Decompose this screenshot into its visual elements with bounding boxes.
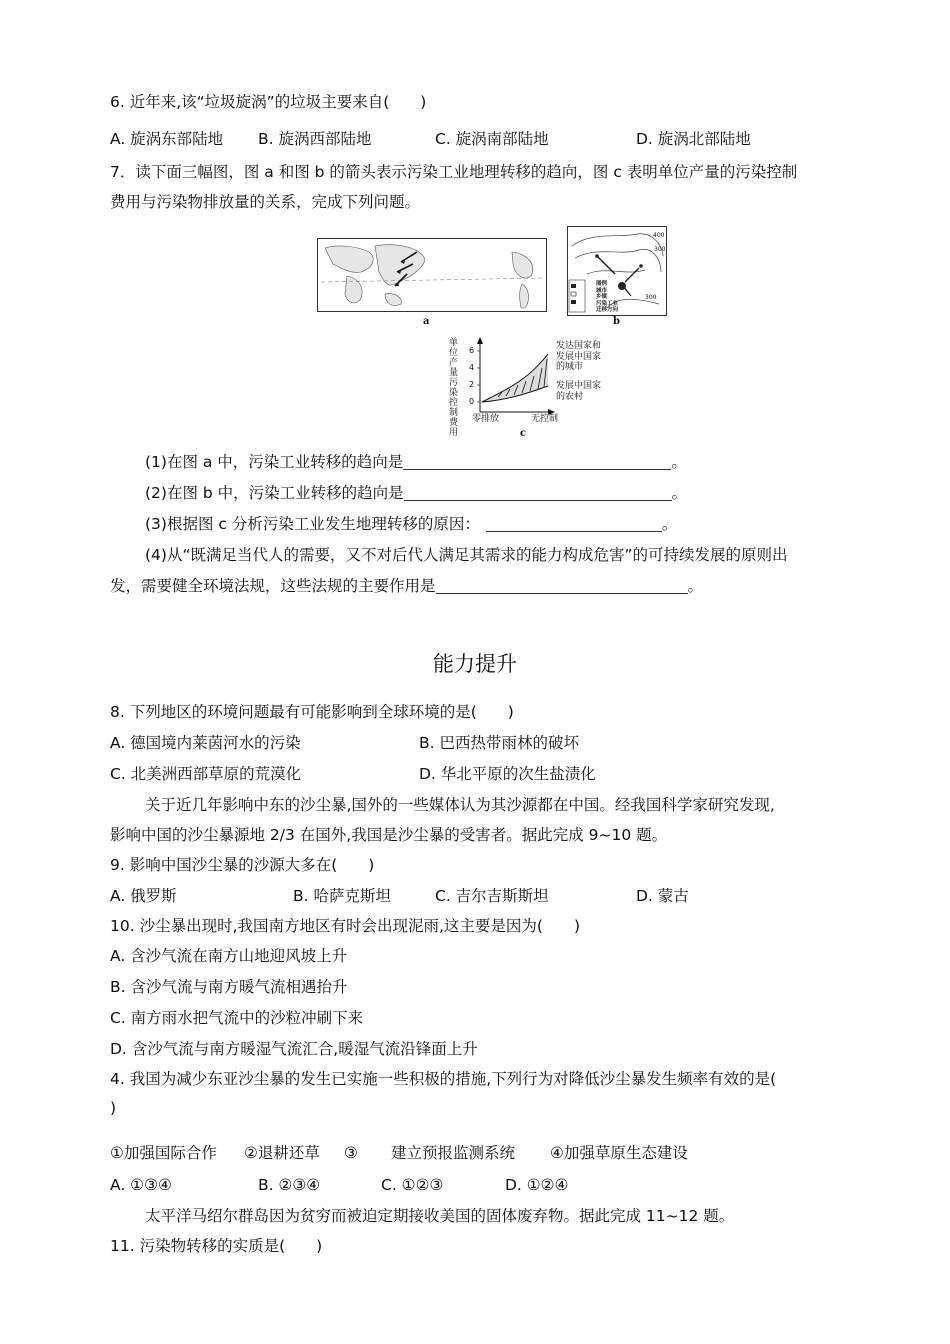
q4-stem-line1: 4. 我国为减少东亚沙尘暴的发生已实施一些积极的措施,下列行为对降低沙尘暴发生频率有效的是( [110, 1070, 777, 1088]
figure-b-legend-item: 迁移方向 [596, 307, 619, 313]
period: 。 [661, 515, 678, 533]
q8-option-a: A. 德国境内莱茵河水的污染 [110, 734, 301, 752]
q10-option-c: C. 南方雨水把气流中的沙粒冲刷下来 [110, 1009, 364, 1027]
q7-sub2-text: (2)在图 b 中，污染工业转移的趋向是 [145, 484, 404, 502]
figure-c-ylabel: 单位产量污染控制费用 [449, 338, 459, 438]
q10-option-a: A. 含沙气流在南方山地迎风坡上升 [110, 947, 348, 965]
answer-blank[interactable] [404, 484, 672, 501]
figure-a-map [317, 238, 547, 316]
q7-sub1-text: (1)在图 a 中，污染工业转移的趋向是 [145, 453, 404, 471]
q6-stem: 6. 近年来,该“垃圾旋涡”的垃圾主要来自( ) [110, 93, 427, 111]
figure-b-legend-item: 乡镇 [596, 294, 608, 300]
figure-c-ytick: 2 [469, 380, 475, 389]
q7-stem-line2: 费用与污染物排放量的关系，完成下列问题。 [110, 193, 421, 211]
figure-c-label-lower-line: 的农村 [556, 391, 584, 402]
q9-option-c: C. 吉尔吉斯斯坦 [435, 887, 549, 905]
q4-stem-line2: ) [110, 1099, 117, 1117]
q7-sub3-text: (3)根据图 c 分析污染工业发生地理转移的原因： [145, 515, 480, 533]
q10-stem: 10. 沙尘暴出现时,我国南方地区有时会出现泥雨,这主要是因为( ) [110, 917, 581, 935]
section-title: 能力提升 [433, 652, 517, 676]
q8-stem: 8. 下列地区的环境问题最有可能影响到全球环境的是( ) [110, 703, 514, 721]
figure-c-xlabel-left: 零排放 [472, 414, 500, 424]
q4-measure-2: ②退耕还草 [244, 1144, 320, 1162]
answer-blank[interactable] [486, 515, 662, 532]
q4-option-d: D. ①②④ [505, 1176, 569, 1194]
answer-blank[interactable] [403, 453, 671, 470]
q8-option-c: C. 北美洲西部草原的荒漠化 [110, 765, 302, 783]
figure-b-caption: b [613, 316, 620, 327]
figure-b-legend [596, 281, 618, 314]
figure-b-legend-title: 图例 [596, 281, 608, 287]
figure-c-label-upper-line: 发展中国家 [556, 351, 602, 362]
figure-c-ytick: 4 [469, 363, 475, 372]
q11-stem: 11. 污染物转移的实质是( ) [110, 1237, 323, 1255]
figure-c-label-upper-line: 的城市 [556, 362, 584, 372]
q6-option-c: C. 旋涡南部陆地 [435, 130, 549, 148]
figure-c-xlabel-right: 无控制 [531, 414, 559, 424]
figure-c-ytick: 0 [469, 397, 475, 406]
q4-measure-4: ④加强草原生态建设 [550, 1144, 688, 1162]
q6-option-a: A. 旋涡东部陆地 [110, 130, 224, 148]
q4-option-c: C. ①②③ [381, 1176, 444, 1194]
q7-sub2 [145, 482, 687, 504]
q7-sub1 [145, 451, 687, 473]
figure-a-caption: a [423, 316, 430, 327]
q8-option-b: B. 巴西热带雨林的破坏 [419, 734, 579, 752]
figure-b-legend-item: 城市 [596, 287, 608, 294]
figure-c-ytick: 6 [469, 346, 475, 355]
q10-option-d: D. 含沙气流与南方暖湿气流汇合,暖湿气流沿锋面上升 [110, 1040, 478, 1058]
figure-b-contour-label: 300 [654, 246, 666, 253]
q9-option-d: D. 蒙古 [636, 887, 689, 905]
passage2: 太平洋马绍尔群岛因为贫穷而被迫定期接收美国的固体废弃物。据此完成 11~12 题。 [145, 1207, 735, 1225]
q7-sub3 [145, 513, 677, 535]
q6-option-d: D. 旋涡北部陆地 [636, 130, 751, 148]
q8-option-d: D. 华北平原的次生盐渍化 [419, 765, 596, 783]
q10-option-b: B. 含沙气流与南方暖气流相遇抬升 [110, 978, 348, 996]
passage1-line1: 关于近几年影响中东的沙尘暴,国外的一些媒体认为其沙源都在中国。经我国科学家研究发现, [145, 796, 775, 814]
answer-blank[interactable] [436, 577, 688, 594]
q7-sub4-line1: (4)从“既满足当代人的需要，又不对后代人满足其需求的能力构成危害”的可持续发展的原则出 [145, 546, 788, 564]
q9-option-b: B. 哈萨克斯坦 [293, 887, 391, 905]
q9-option-a: A. 俄罗斯 [110, 887, 177, 905]
q9-stem: 9. 影响中国沙尘暴的沙源大多在( ) [110, 856, 375, 874]
q4-option-a: A. ①③④ [110, 1176, 172, 1194]
q6-option-b: B. 旋涡西部陆地 [258, 130, 372, 148]
figure-c-label-upper [556, 341, 601, 373]
figure-c-label-lower-line: 发展中国家 [556, 381, 602, 391]
figure-b-contour-label: 400 [653, 232, 665, 239]
passage1-line2: 影响中国的沙尘暴源地 2/3 在国外,我国是沙尘暴的受害者。据此完成 9~10 题。 [110, 826, 668, 844]
q4-measure-1: ①加强国际合作 [110, 1144, 217, 1162]
figure-b-legend-item: 污染工业 [596, 300, 619, 307]
q7-sub4-line2 [110, 575, 703, 597]
figure-b-contour-label: 300 [645, 294, 657, 301]
q4-measure-3: ③ [344, 1144, 358, 1162]
figure-c-label-lower [556, 381, 601, 402]
q7-stem-line1: 7．读下面三幅图，图 a 和图 b 的箭头表示污染工业地理转移的趋向，图 c 表明单位产量的污染控制 [110, 163, 798, 181]
q4-measure-3-text: 建立预报监测系统 [391, 1144, 516, 1162]
figure-c-caption: c [520, 428, 527, 439]
period: 。 [671, 453, 687, 471]
period: 。 [687, 577, 704, 595]
figure-c-label-upper-line: 发达国家和 [556, 341, 602, 351]
period: 。 [671, 484, 688, 502]
q7-sub4-text: 发，需要健全环境法规，这些法规的主要作用是 [110, 577, 436, 595]
q4-option-b: B. ②③④ [258, 1176, 321, 1194]
